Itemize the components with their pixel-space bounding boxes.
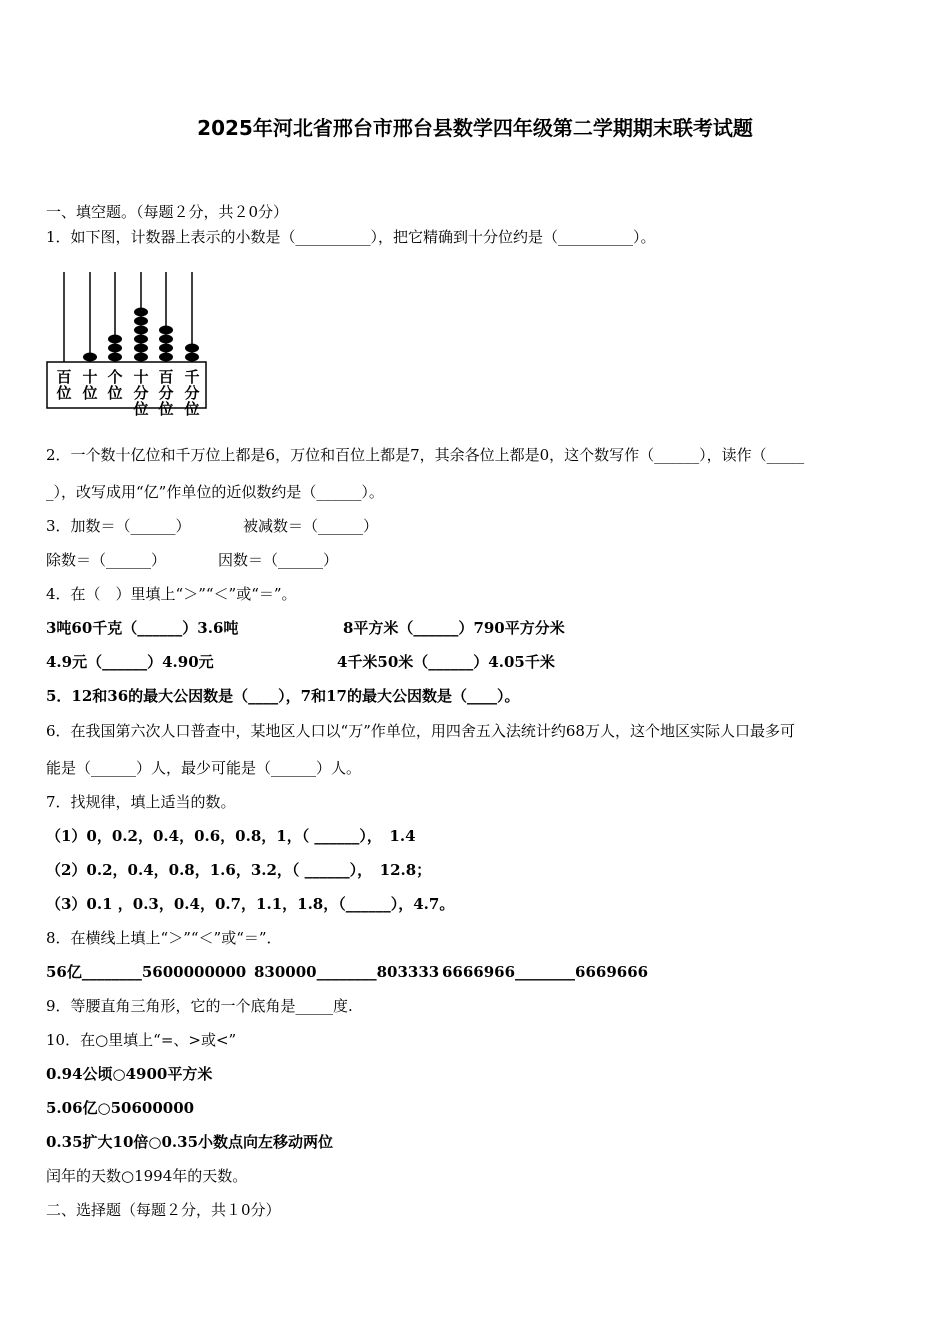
question-10: 10．在○里填上“=、>或<” [46,1031,237,1049]
abacus-bead [134,335,148,344]
question-8: 8．在横线上填上“＞”“＜”或“＝”． [46,929,282,947]
abacus-bead [134,353,148,362]
question-10-item-d: 闰年的天数○1994年的天数。 [46,1167,248,1185]
question-4-item-b: 8平方米（______）790平方分米 [343,619,565,637]
question-8-item-b: 830000________803333 [254,963,440,981]
question-8-item-a: 56亿________5600000000 [46,963,247,981]
question-3-factor: 因数＝（______） [218,551,339,569]
section-2-heading: 二、选择题（每题２分，共１0分） [46,1201,281,1219]
abacus-bead [159,335,173,344]
question-7: 7．找规律，填上适当的数。 [46,793,236,811]
question-3-divisor: 除数＝（______） [46,551,167,569]
abacus-bead [134,326,148,335]
page-title: 2025年河北省邢台市邢台县数学四年级第二学期期末联考试题 [197,116,753,140]
question-6-line-1: 6．在我国第六次人口普查中，某地区人口以“万”作单位，用四舍五入法统计约68万人，这个地区实际人口最多可 [46,722,795,740]
abacus-bead [134,317,148,326]
question-3-minuend: 被减数＝（______） [243,517,379,535]
question-2-line-2: _），改写成用“亿”作单位的近似数约是（______）。 [46,483,384,501]
question-2-line-1: 2．一个数十亿位和千万位上都是6，万位和百位上都是7，其余各位上都是0，这个数写作（______），读作（_____ [46,446,805,464]
question-9: 9．等腰直角三角形，它的一个底角是_____度. [46,997,353,1015]
abacus-bead [185,344,199,353]
question-7-part-3: （3）0.1 ，0.3，0.4，0.7，1.1，1.8，（______），4.7。 [46,895,455,913]
abacus-label-6: 千分位 [184,368,200,418]
question-4-item-d: 4千米50米（______）4.05千米 [337,653,555,671]
question-4-item-a: 3吨60千克（______）3.6吨 [46,619,239,637]
abacus-label-2: 十位 [82,368,98,402]
abacus-bead [108,335,122,344]
abacus-bead [108,344,122,353]
question-7-part-1: （1）0，0.2，0.4，0.6，0.8，1，（ ______）， 1.4 [46,827,416,845]
question-4: 4．在（ ）里填上“＞”“＜”或“＝”。 [46,585,297,603]
abacus-bead [159,326,173,335]
question-10-item-b: 5.06亿○50600000 [46,1099,195,1117]
abacus-bead [134,308,148,317]
section-1-heading: 一、填空题。（每题２分，共２0分） [46,203,289,221]
abacus-bead [134,344,148,353]
abacus-bead [185,353,199,362]
question-3-addend: 3．加数＝（______） [46,517,191,535]
question-7-part-2: （2）0.2，0.4，0.8，1.6，3.2，（ ______）， 12.8； [46,861,432,879]
abacus-label-5: 百分位 [158,368,174,418]
question-5: 5．12和36的最大公因数是（____），7和17的最大公因数是（____）。 [46,687,520,705]
abacus-label-3: 个位 [107,368,123,402]
abacus-bead [108,353,122,362]
abacus-bead [159,353,173,362]
question-1: 1．如下图，计数器上表示的小数是（__________），把它精确到十分位约是（__________）。 [46,228,656,246]
abacus-figure [46,270,216,424]
question-6-line-2: 能是（______）人，最少可能是（______）人。 [46,759,362,777]
abacus-label-4: 十分位 [133,368,149,418]
question-4-item-c: 4.9元（______）4.90元 [46,653,214,671]
abacus-label-1: 百位 [56,368,72,402]
abacus-bead [159,344,173,353]
abacus-bead [83,353,97,362]
question-8-item-c: 6666966________6669666 [442,963,649,981]
question-10-item-a: 0.94公顷○4900平方米 [46,1065,213,1083]
question-10-item-c: 0.35扩大10倍○0.35小数点向左移动两位 [46,1133,334,1151]
